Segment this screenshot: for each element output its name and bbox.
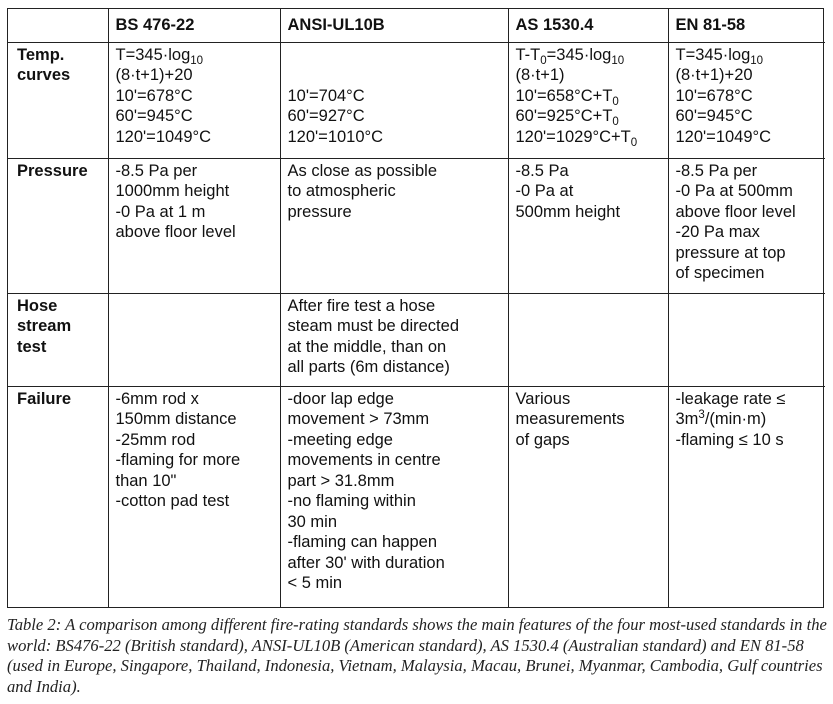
cell-line: than 10" — [115, 471, 177, 490]
cell-line: 60'=945°C — [115, 107, 193, 125]
cell-line: all parts (6m distance) — [287, 358, 450, 376]
cell-line: < 5 min — [287, 574, 343, 592]
cell-line: movements in centre — [287, 451, 441, 469]
table-row-pressure — [8, 158, 825, 293]
cell-line: -0 Pa at 1 m — [115, 202, 206, 221]
cell-line: 1000mm height — [115, 182, 230, 200]
cell-line: -6mm rod x — [115, 389, 199, 408]
cell-pressure-bs — [108, 158, 280, 293]
row-label-line: stream — [17, 317, 72, 335]
cell-line: After fire test a hose — [287, 296, 436, 315]
cell-line: 60'=927°C — [287, 107, 365, 125]
cell-line: (8·t+1)+20 — [115, 66, 193, 84]
fire-rating-comparison-table — [8, 9, 825, 607]
cell-line: $120'=1029^\circ C+T_0$ — [515, 127, 638, 149]
comparison-table-frame — [7, 8, 824, 608]
cell-line: 500mm height — [515, 202, 621, 221]
cell-line: -meeting edge — [287, 430, 393, 449]
cell-failure-en — [668, 386, 825, 607]
cell-line: -20 Pa max — [675, 223, 760, 241]
table-row-temp-curves — [8, 42, 825, 158]
row-header-hose-stream-test — [8, 293, 108, 386]
row-label-line: test — [17, 337, 47, 356]
cell-line: at the middle, than on — [287, 337, 447, 356]
cell-line: -flaming ≤ 10 s — [675, 430, 784, 449]
cell-hose-bs — [108, 293, 280, 386]
cell-failure-bs — [108, 386, 280, 607]
cell-hose-ansi — [280, 293, 508, 386]
cell-line — [116, 45, 274, 66]
cell-line: part > 31.8mm — [287, 471, 395, 490]
cell-temp-ansi — [280, 42, 508, 158]
cell-line: to atmospheric — [287, 182, 396, 200]
cell-line: 30 min — [287, 512, 338, 531]
cell-line: $3m^3/(\min\cdot m)$ — [675, 409, 767, 428]
column-header-ansi: ANSI-UL10B — [280, 9, 508, 42]
table-caption: Table 2: A comparison among different fire-rating standards shows the main features of the four most-used standards in the world: BS476-22 (British standard), ANSI-UL10B (American standard), AS 1530.4 (Australian standard) and EN 81-58 (used in Europe, Singapore, Thailand, Indonesia, Vietnam, Malaysia, Macau, Brunei, Myanmar, Cambodia, Gulf countries and India). — [7, 615, 827, 696]
cell-line: As close as possible — [287, 161, 437, 180]
cell-line: pressure — [287, 202, 352, 221]
cell-hose-as — [508, 293, 668, 386]
cell-temp-en — [668, 42, 825, 158]
cell-temp-as — [508, 42, 668, 158]
cell-line: steam must be directed — [287, 317, 459, 335]
table-row-hose-stream-test — [8, 293, 825, 386]
cell-line: -door lap edge — [287, 389, 394, 408]
cell-line: (8·t+1) — [515, 66, 565, 84]
cell-line: after 30' with duration — [287, 553, 445, 572]
cell-line: $60'=925^\circ C+T_0$ — [515, 107, 619, 128]
cell-line: of gaps — [515, 430, 570, 449]
cell-line: pressure at top — [675, 243, 786, 262]
row-header-temp-curves — [8, 42, 108, 158]
cell-line: above floor level — [675, 202, 796, 221]
cell-line: 120'=1049°C — [675, 127, 772, 146]
cell-line: -8.5 Pa — [515, 161, 569, 180]
cell-line: -leakage rate ≤ — [675, 389, 786, 408]
formula-text: $T=345\cdot\log_{10}$ — [115, 45, 204, 67]
cell-line: 10'=704°C — [287, 86, 365, 105]
cell-line: $10'=658^\circ C+T_0$ — [515, 86, 619, 108]
cell-line: Various — [515, 389, 571, 408]
row-label-line: curves — [17, 66, 71, 84]
cell-pressure-ansi — [280, 158, 508, 293]
cell-line: measurements — [515, 410, 625, 428]
cell-line: 60'=945°C — [675, 107, 753, 125]
cell-pressure-as — [508, 158, 668, 293]
table-row-failure — [8, 386, 825, 607]
header-row — [8, 9, 825, 42]
cell-line: -cotton pad test — [115, 492, 230, 510]
cell-failure-as — [508, 386, 668, 607]
cell-line: 120'=1010°C — [287, 127, 384, 146]
cell-hose-en — [668, 293, 825, 386]
cell-line: of specimen — [675, 264, 765, 282]
column-header-en: EN 81-58 — [668, 9, 825, 42]
cell-line: -0 Pa at — [515, 182, 574, 200]
row-header-pressure — [8, 158, 108, 293]
cell-line: above floor level — [115, 223, 236, 241]
cell-line: -0 Pa at 500mm — [675, 182, 793, 200]
cell-line: (8·t+1)+20 — [675, 66, 753, 84]
cell-line: 120'=1049°C — [115, 127, 212, 146]
cell-line: 10'=678°C — [675, 86, 753, 105]
cell-pressure-en — [668, 158, 825, 293]
column-header-bs: BS 476-22 — [108, 9, 280, 42]
cell-line: -flaming can happen — [287, 533, 438, 551]
row-label-line: Pressure — [17, 161, 88, 180]
cell-line: 10'=678°C — [115, 86, 193, 105]
row-header-failure — [8, 386, 108, 607]
column-header-as: AS 1530.4 — [508, 9, 668, 42]
cell-line: $T-T_0=345\cdot\log_{10}$ — [515, 45, 625, 67]
cell-failure-ansi — [280, 386, 508, 607]
row-label-line: Hose — [17, 296, 58, 315]
row-label-line: Temp. — [17, 45, 65, 64]
cell-line: $T=345\cdot\log_{10}$ — [675, 45, 764, 67]
cell-line: -8.5 Pa per — [115, 161, 198, 180]
cell-line: -no flaming within — [287, 492, 416, 510]
row-label-line: Failure — [17, 389, 72, 408]
cell-line: -flaming for more — [115, 451, 241, 469]
cell-line: movement > 73mm — [287, 410, 430, 428]
corner-cell — [8, 9, 108, 42]
cell-line: 150mm distance — [115, 410, 237, 428]
cell-temp-bs — [108, 42, 280, 158]
cell-line: -25mm rod — [115, 430, 196, 449]
cell-line: -8.5 Pa per — [675, 161, 758, 180]
